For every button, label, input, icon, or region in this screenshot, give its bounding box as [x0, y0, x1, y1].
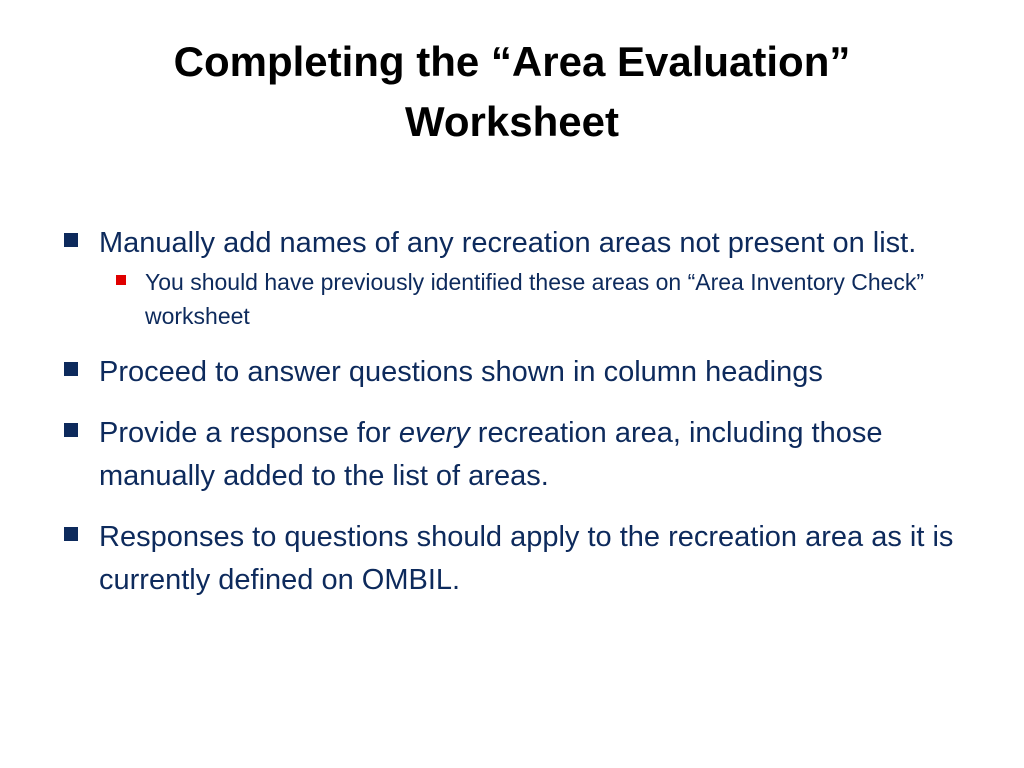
- bullet-item-responses-apply: [62, 516, 962, 602]
- square-bullet-icon: [64, 423, 78, 437]
- square-bullet-icon: [64, 527, 78, 541]
- title-line-2: Worksheet: [405, 98, 619, 145]
- bullet-text-after: recreation area, including those manually added to the list of areas.: [99, 417, 883, 492]
- square-bullet-icon: [64, 233, 78, 247]
- bullet-list: [62, 222, 962, 602]
- sub-bullet-item: [99, 265, 962, 333]
- bullet-text-before: Provide a response for: [99, 417, 399, 449]
- sub-bullet-text: You should have previously identified these areas on “Area Inventory Check” worksheet: [145, 269, 925, 329]
- square-bullet-icon: [64, 362, 78, 376]
- bullet-text-emphasis: every: [398, 417, 470, 449]
- bullet-item-proceed: [62, 351, 962, 394]
- bullet-item-provide-response: [62, 412, 962, 498]
- bullet-text: Proceed to answer questions shown in column headings: [99, 356, 823, 388]
- bullet-text: Responses to questions should apply to the recreation area as it is currently defined on OMBIL.: [99, 521, 954, 596]
- bullet-item-manual-add: [62, 222, 962, 333]
- title-line-1: Completing the “Area Evaluation”: [173, 38, 851, 85]
- red-square-bullet-icon: [116, 275, 126, 285]
- bullet-text: Manually add names of any recreation areas not present on list.: [99, 227, 917, 259]
- slide-title: [60, 32, 964, 152]
